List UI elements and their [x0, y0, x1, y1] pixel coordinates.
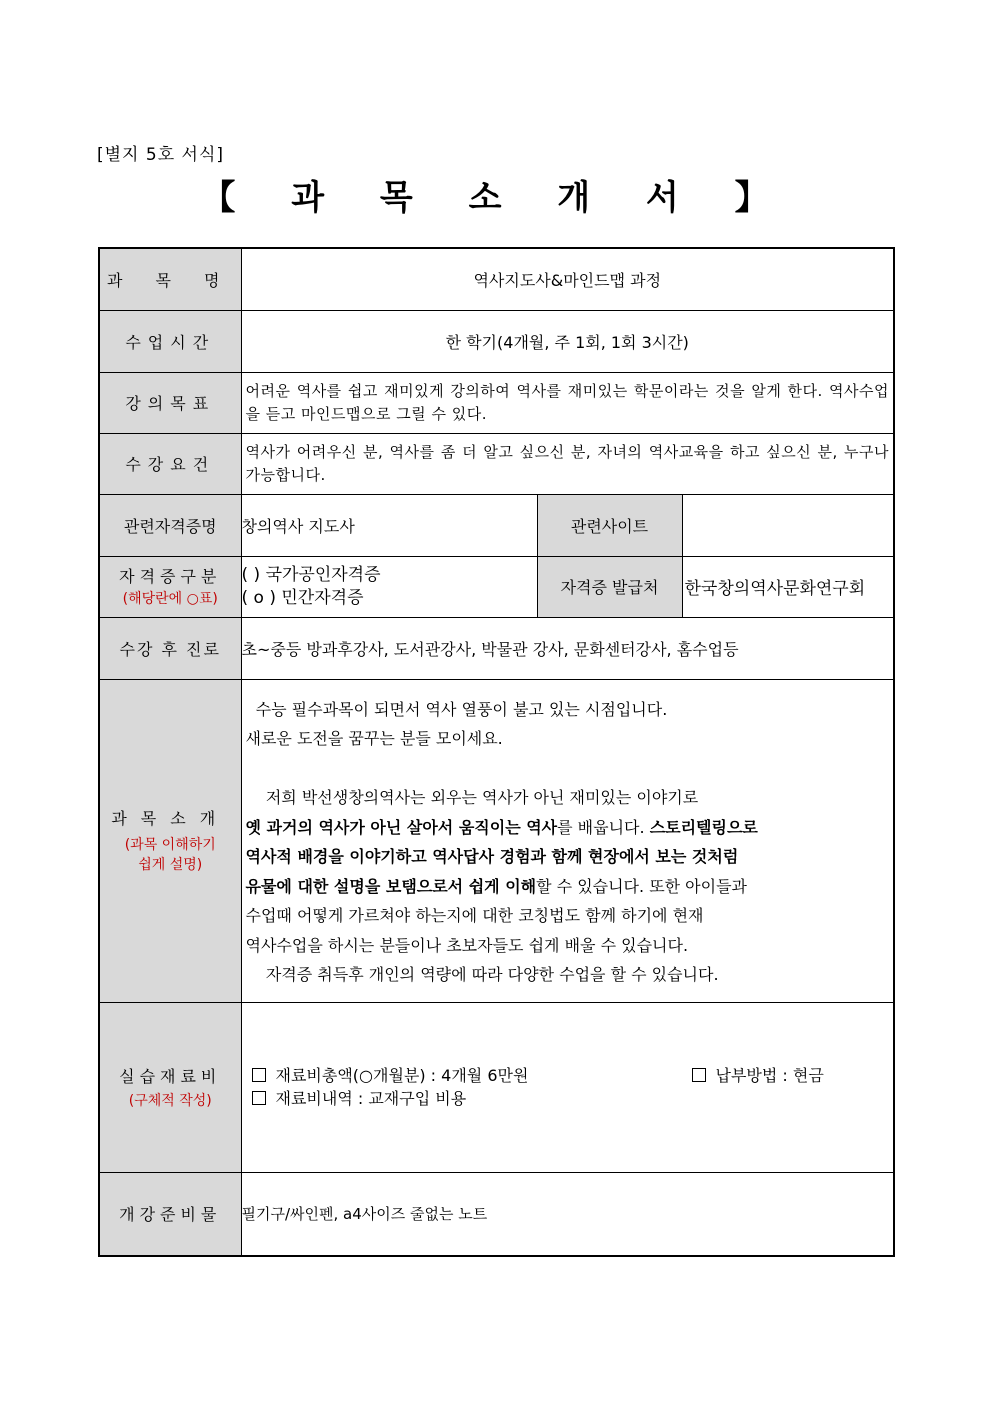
row-cert-type — [99, 556, 894, 617]
certificate-label: 관련자격증명 — [99, 494, 241, 556]
material-fee-value — [241, 1002, 894, 1172]
intro-value — [241, 679, 894, 1002]
row-material-fee — [99, 1002, 894, 1172]
intro-label: 과목소개 (과목 이해하기 쉽게 설명) — [99, 679, 241, 1002]
goal-label: 강의목표 — [99, 372, 241, 433]
goal-value: 어려운 역사를 쉽고 재미있게 강의하여 역사를 재미있는 학문이라는 것을 알게 한다. 역사수업을 듣고 마인드맵으로 그릴 수 있다. — [241, 372, 894, 433]
intro-spacer — [246, 754, 886, 784]
row-class-time — [99, 310, 894, 372]
fee-detail-row: 재료비내역 : 교재구입 비용 — [252, 1087, 894, 1110]
subject-name-value: 역사지도사&마인드맵 과정 — [241, 248, 894, 310]
intro-line: 자격증 취득후 개인의 역량에 따라 다양한 수업을 할 수 있습니다. — [245, 965, 719, 984]
payment-method: 납부방법 : 현금 — [692, 1064, 824, 1087]
row-goal — [99, 372, 894, 433]
cert-type-label: 자격증구분 (해당란에 ○표) — [99, 556, 241, 617]
row-career — [99, 617, 894, 679]
class-time-label: 수업시간 — [99, 310, 241, 372]
intro-line: 역사수업을 하시는 분들이나 초보자들도 쉽게 배울 수 있습니다. — [245, 935, 689, 955]
certificate-value: 창의역사 지도사 — [241, 494, 537, 556]
cert-type-options — [241, 556, 537, 617]
prep-value: 필기구/싸인펜, a4사이즈 줄없는 노트 — [241, 1172, 894, 1256]
intro-line: 옛 과거의 역사가 아닌 살아서 움직이는 역사를 배웁니다. 스토리텔링으로 — [245, 817, 758, 837]
intro-line: 역사적 배경을 이야기하고 역사답사 경험과 함께 현장에서 보는 것처럼 — [245, 847, 739, 866]
row-requirements — [99, 433, 894, 494]
career-label: 수강 후 진로 — [99, 617, 241, 679]
intro-line: 수업때 어떻게 가르쳐야 하는지에 대한 코칭법도 함께 하기에 현재 — [245, 906, 704, 925]
material-fee-label: 실습재료비 (구체적 작성) — [99, 1002, 241, 1172]
requirements-value: 역사가 어려우신 분, 역사를 좀 더 알고 싶으신 분, 자녀의 역사교육을 하고 싶으신 분, 누구나 가능합니다. — [241, 433, 894, 494]
fee-total-row: 재료비총액(○개월분) : 4개월 6만원 납부방법 : 현금 — [252, 1064, 894, 1087]
checkbox-icon — [252, 1068, 266, 1082]
intro-line: 유물에 대한 설명을 보탬으로서 쉽게 이해할 수 있습니다. 또한 아이들과 — [245, 876, 748, 896]
intro-line: 수능 필수과목이 되면서 역사 열풍이 불고 있는 시점입니다. — [245, 699, 668, 719]
subject-name-label: 과 목 명 — [99, 248, 241, 310]
checkbox-icon — [252, 1091, 266, 1105]
checkbox-icon — [692, 1068, 706, 1082]
course-info-table — [98, 247, 895, 1257]
class-time-value: 한 학기(4개월, 주 1회, 1회 3시간) — [241, 310, 894, 372]
career-value: 초~중등 방과후강사, 도서관강사, 박물관 강사, 문화센터강사, 홈수업등 — [241, 617, 894, 679]
cert-option-private: ( o ) 민간자격증 — [241, 587, 364, 608]
related-site-label: 관련사이트 — [537, 494, 682, 556]
material-fee-sublabel: (구체적 작성) — [128, 1092, 212, 1109]
requirements-label: 수강요건 — [99, 433, 241, 494]
intro-sublabel-1: (과목 이해하기 — [124, 837, 216, 853]
intro-line: 저희 박선생창의역사는 외우는 역사가 아닌 재미있는 이야기로 — [245, 788, 699, 807]
intro-line: 새로운 도전을 꿈꾸는 분들 모이세요. — [245, 729, 503, 748]
issuer-value: 한국창의역사문화연구회 — [682, 556, 894, 617]
intro-sublabel-2: 쉽게 설명) — [138, 857, 203, 873]
prep-label: 개강준비물 — [99, 1172, 241, 1256]
cert-option-national: ( ) 국가공인자격증 — [241, 564, 381, 585]
row-intro — [99, 679, 894, 1002]
issuer-label: 자격증 발급처 — [537, 556, 682, 617]
related-site-value — [682, 494, 894, 556]
form-number-label: [별지 5호 서식] — [97, 145, 224, 165]
document-title: 【 과 목 소 개 서 】 — [201, 178, 791, 218]
cert-type-sublabel: (해당란에 ○표) — [122, 591, 218, 607]
row-subject-name — [99, 248, 894, 310]
row-prep — [99, 1172, 894, 1256]
row-certificate — [99, 494, 894, 556]
